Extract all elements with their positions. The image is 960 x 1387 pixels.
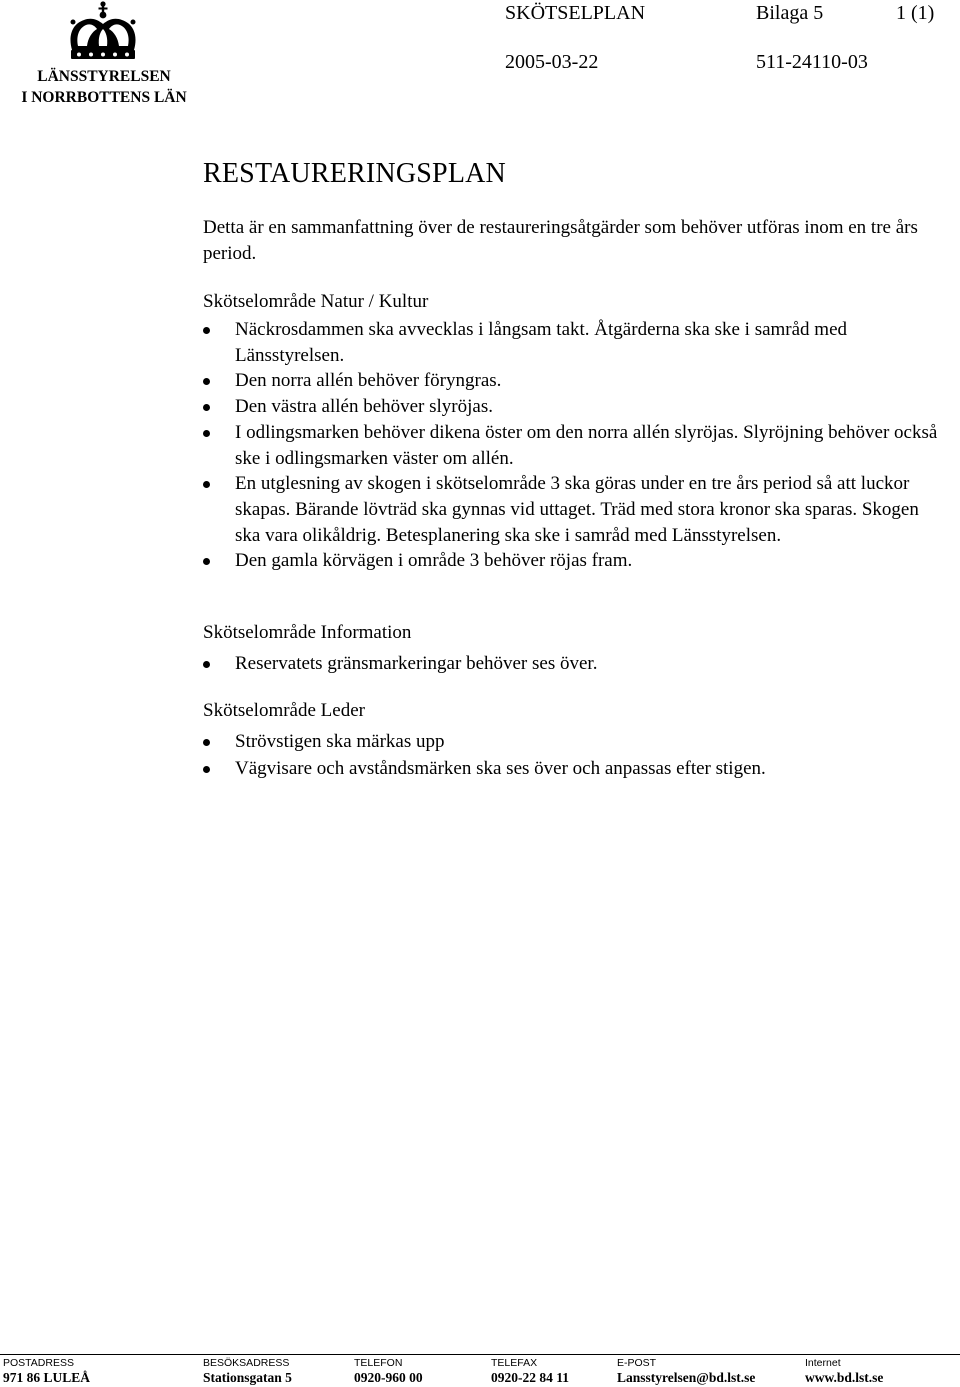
footer-divider (0, 1354, 960, 1355)
list-item-text: Näckrosdammen ska avvecklas i långsam takt. Åtgärderna ska ske i samråd med Länsstyrelsen. (235, 319, 848, 366)
crown-icon (62, 0, 144, 66)
organization-name-line2: I NORRBOTTENS LÄN (21, 89, 187, 106)
section-heading-information: Skötselområde Information (203, 622, 412, 643)
footer-fax: 0920-22 84 11 (491, 1370, 570, 1385)
section-list-natur-kultur (203, 317, 943, 574)
list-item (203, 756, 943, 782)
bullet-icon (203, 661, 210, 668)
list-item-text: Vägvisare och avståndsmärken ska ses över och anpassas efter stigen. (235, 757, 766, 779)
footer-label-fax: TELEFAX (491, 1357, 538, 1369)
list-item (203, 651, 943, 677)
bullet-icon (203, 481, 210, 488)
reference-number: 511-24110-03 (756, 51, 868, 73)
bullet-icon (203, 766, 210, 773)
list-item (203, 471, 943, 548)
list-item (203, 729, 943, 755)
list-item (203, 394, 943, 420)
list-item (203, 420, 943, 471)
section-list-leder (203, 729, 943, 781)
footer-visit-address: Stationsgatan 5 (203, 1370, 292, 1385)
list-item-text: Den västra allén behöver slyröjas. (235, 396, 493, 418)
list-item-text: I odlingsmarken behöver dikena öster om den norra allén slyröjas. Slyröjning behöver också ske i odlingsmarken väster om allén. (235, 421, 938, 469)
attachment-label: Bilaga 5 (756, 2, 824, 24)
section-heading-natur-kultur: Skötselområde Natur / Kultur (203, 291, 429, 312)
bullet-icon (203, 430, 210, 437)
bullet-icon (203, 404, 210, 411)
list-item (203, 548, 943, 574)
list-item-text: Den norra allén behöver föryngras. (235, 370, 502, 392)
footer-phone: 0920-960 00 (354, 1370, 423, 1385)
bullet-icon (203, 739, 210, 746)
intro-paragraph: Detta är en sammanfattning över de restaureringsåtgärder som behöver utföras inom en tre års period. (203, 217, 918, 264)
page-title: RESTAURERINGSPLAN (203, 158, 506, 189)
section-list-information (203, 651, 943, 677)
list-item-text: En utglesning av skogen i skötselområde 3 ska göras under en tre års period så att luckor skapas. Bärande lövträd ska gynnas vid uttaget. Träd med stora kronor ska sparas. Skogen ska vara olikåldrig. Betesplanering ska ske i samråd med Länsstyrelsen. (235, 473, 919, 546)
list-item-text: Den gamla körvägen i område 3 behöver röjas fram. (235, 550, 633, 572)
page-number: 1 (1) (896, 2, 935, 24)
footer-website-link[interactable]: www.bd.lst.se (805, 1370, 884, 1385)
bullet-icon (203, 558, 210, 565)
document-type: SKÖTSELPLAN (505, 2, 646, 24)
footer-label-internet: Internet (805, 1357, 841, 1369)
list-item (203, 317, 943, 368)
bullet-icon (203, 378, 210, 385)
document-date: 2005-03-22 (505, 51, 599, 73)
list-item (203, 368, 943, 394)
footer-postal-address: 971 86 LULEÅ (3, 1370, 91, 1385)
footer-label-visit: BESÖKSADRESS (203, 1357, 290, 1369)
bullet-icon (203, 327, 210, 334)
list-item-text: Reservatets gränsmarkeringar behöver ses över. (235, 653, 598, 674)
organization-name-line1: LÄNSSTYRELSEN (37, 68, 171, 85)
footer-label-phone: TELEFON (354, 1357, 403, 1369)
footer-label-email: E-POST (617, 1357, 657, 1369)
footer-label-postal: POSTADRESS (3, 1357, 74, 1369)
list-item-text: Strövstigen ska märkas upp (235, 731, 445, 752)
footer-email-link[interactable]: Lansstyrelsen@bd.lst.se (617, 1370, 756, 1385)
section-heading-leder: Skötselområde Leder (203, 700, 365, 721)
